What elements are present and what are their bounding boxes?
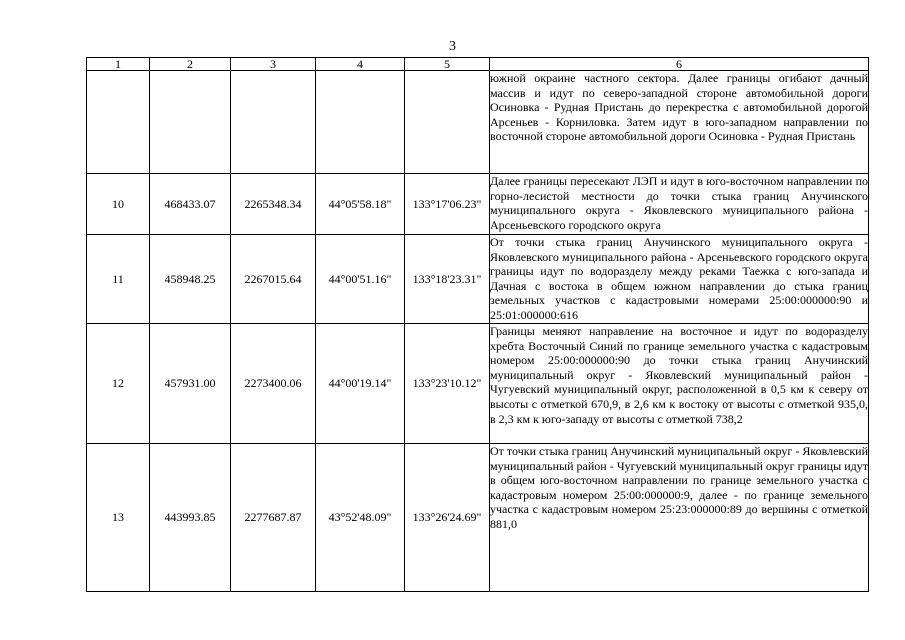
boundary-description: От точки стыка границ Анучинский муниципальный округ - Яковлевский муниципальный район - Чугуевский муниципальный округ границы идут в общем юго-восточном направлении по границе земельного участка с кадастровым номером 25:00:000000:9, далее - по границе земельного участка с кадастровым номером 25:23:000000:89 до вершины с отметкой 881,0 — [490, 444, 869, 592]
point-number: 12 — [87, 324, 150, 444]
boundary-description: Далее границы пересекают ЛЭП и идут в юго-восточном направлении по горно-лесистой местности до точки стыка границ Анучинского муниципального округа - Яковлевского муниципального района - Арсеньевского городского округа — [490, 174, 869, 235]
coord-y: 2273400.06 — [231, 324, 316, 444]
boundary-description: Границы меняют направление на восточное и идут по водоразделу хребта Восточный Синий по границе земельного участка с кадастровым номером 25:00:000000:90 до точки стыка границ Анучинский муниципальный округ - Яковлевский муниципальный район - Чугуевский муниципальный округ, расположенной в 0,5 км к северу от высоты с отметкой 670,9, в 2,6 км к востоку от высоты с отметкой 935,0, в 2,3 км к юго-западу от высоты с отметкой 738,2 — [490, 324, 869, 444]
coord-y: 2265348.34 — [231, 174, 316, 235]
coord-x: 468433.07 — [150, 174, 231, 235]
longitude: 133°23'10.12" — [405, 324, 490, 444]
page-number: 3 — [449, 39, 456, 54]
coord-y — [231, 71, 316, 174]
point-number: 11 — [87, 235, 150, 324]
latitude: 44°00'19.14" — [316, 324, 405, 444]
header-col-6: 6 — [490, 58, 869, 71]
latitude: 44°00'51.16" — [316, 235, 405, 324]
header-col-2: 2 — [150, 58, 231, 71]
coord-y: 2277687.87 — [231, 444, 316, 592]
latitude: 43°52'48.09" — [316, 444, 405, 592]
longitude: 133°26'24.69" — [405, 444, 490, 592]
coord-x — [150, 71, 231, 174]
latitude: 44°05'58.18" — [316, 174, 405, 235]
latitude — [316, 71, 405, 174]
table-row — [87, 324, 869, 444]
coord-x: 443993.85 — [150, 444, 231, 592]
point-number — [87, 71, 150, 174]
coord-x: 458948.25 — [150, 235, 231, 324]
boundary-description: южной окраине частного сектора. Далее границы огибают дачный массив и идут по северо-западной стороне автомобильной дороги Осиновка - Рудная Пристань до перекрестка с автомобильной дорогой Арсеньев - Корниловка. Затем идут в юго-западном направлении по восточной стороне автомобильной дороги Осиновка - Рудная Пристань — [490, 71, 869, 174]
point-number: 13 — [87, 444, 150, 592]
table-header-row — [87, 58, 869, 71]
longitude: 133°18'23.31" — [405, 235, 490, 324]
header-col-5: 5 — [405, 58, 490, 71]
point-number: 10 — [87, 174, 150, 235]
coord-x: 457931.00 — [150, 324, 231, 444]
header-col-3: 3 — [231, 58, 316, 71]
header-col-1: 1 — [87, 58, 150, 71]
table-row — [87, 235, 869, 324]
coord-y: 2267015.64 — [231, 235, 316, 324]
table-row — [87, 444, 869, 592]
table-row — [87, 174, 869, 235]
longitude: 133°17'06.23" — [405, 174, 490, 235]
boundary-points-table — [86, 57, 869, 592]
longitude — [405, 71, 490, 174]
table-row — [87, 71, 869, 174]
boundary-description: От точки стыка границ Анучинского муниципального округа - Яковлевского муниципального района - Арсеньевского городского округа границы идут по водоразделу между реками Таежка с юго-запада и Дачная с востока в общем южном направлении до стыка границ земельных участков с кадастровыми номерами 25:00:000000:90 и 25:01:000000:616 — [490, 235, 868, 322]
header-col-4: 4 — [316, 58, 405, 71]
